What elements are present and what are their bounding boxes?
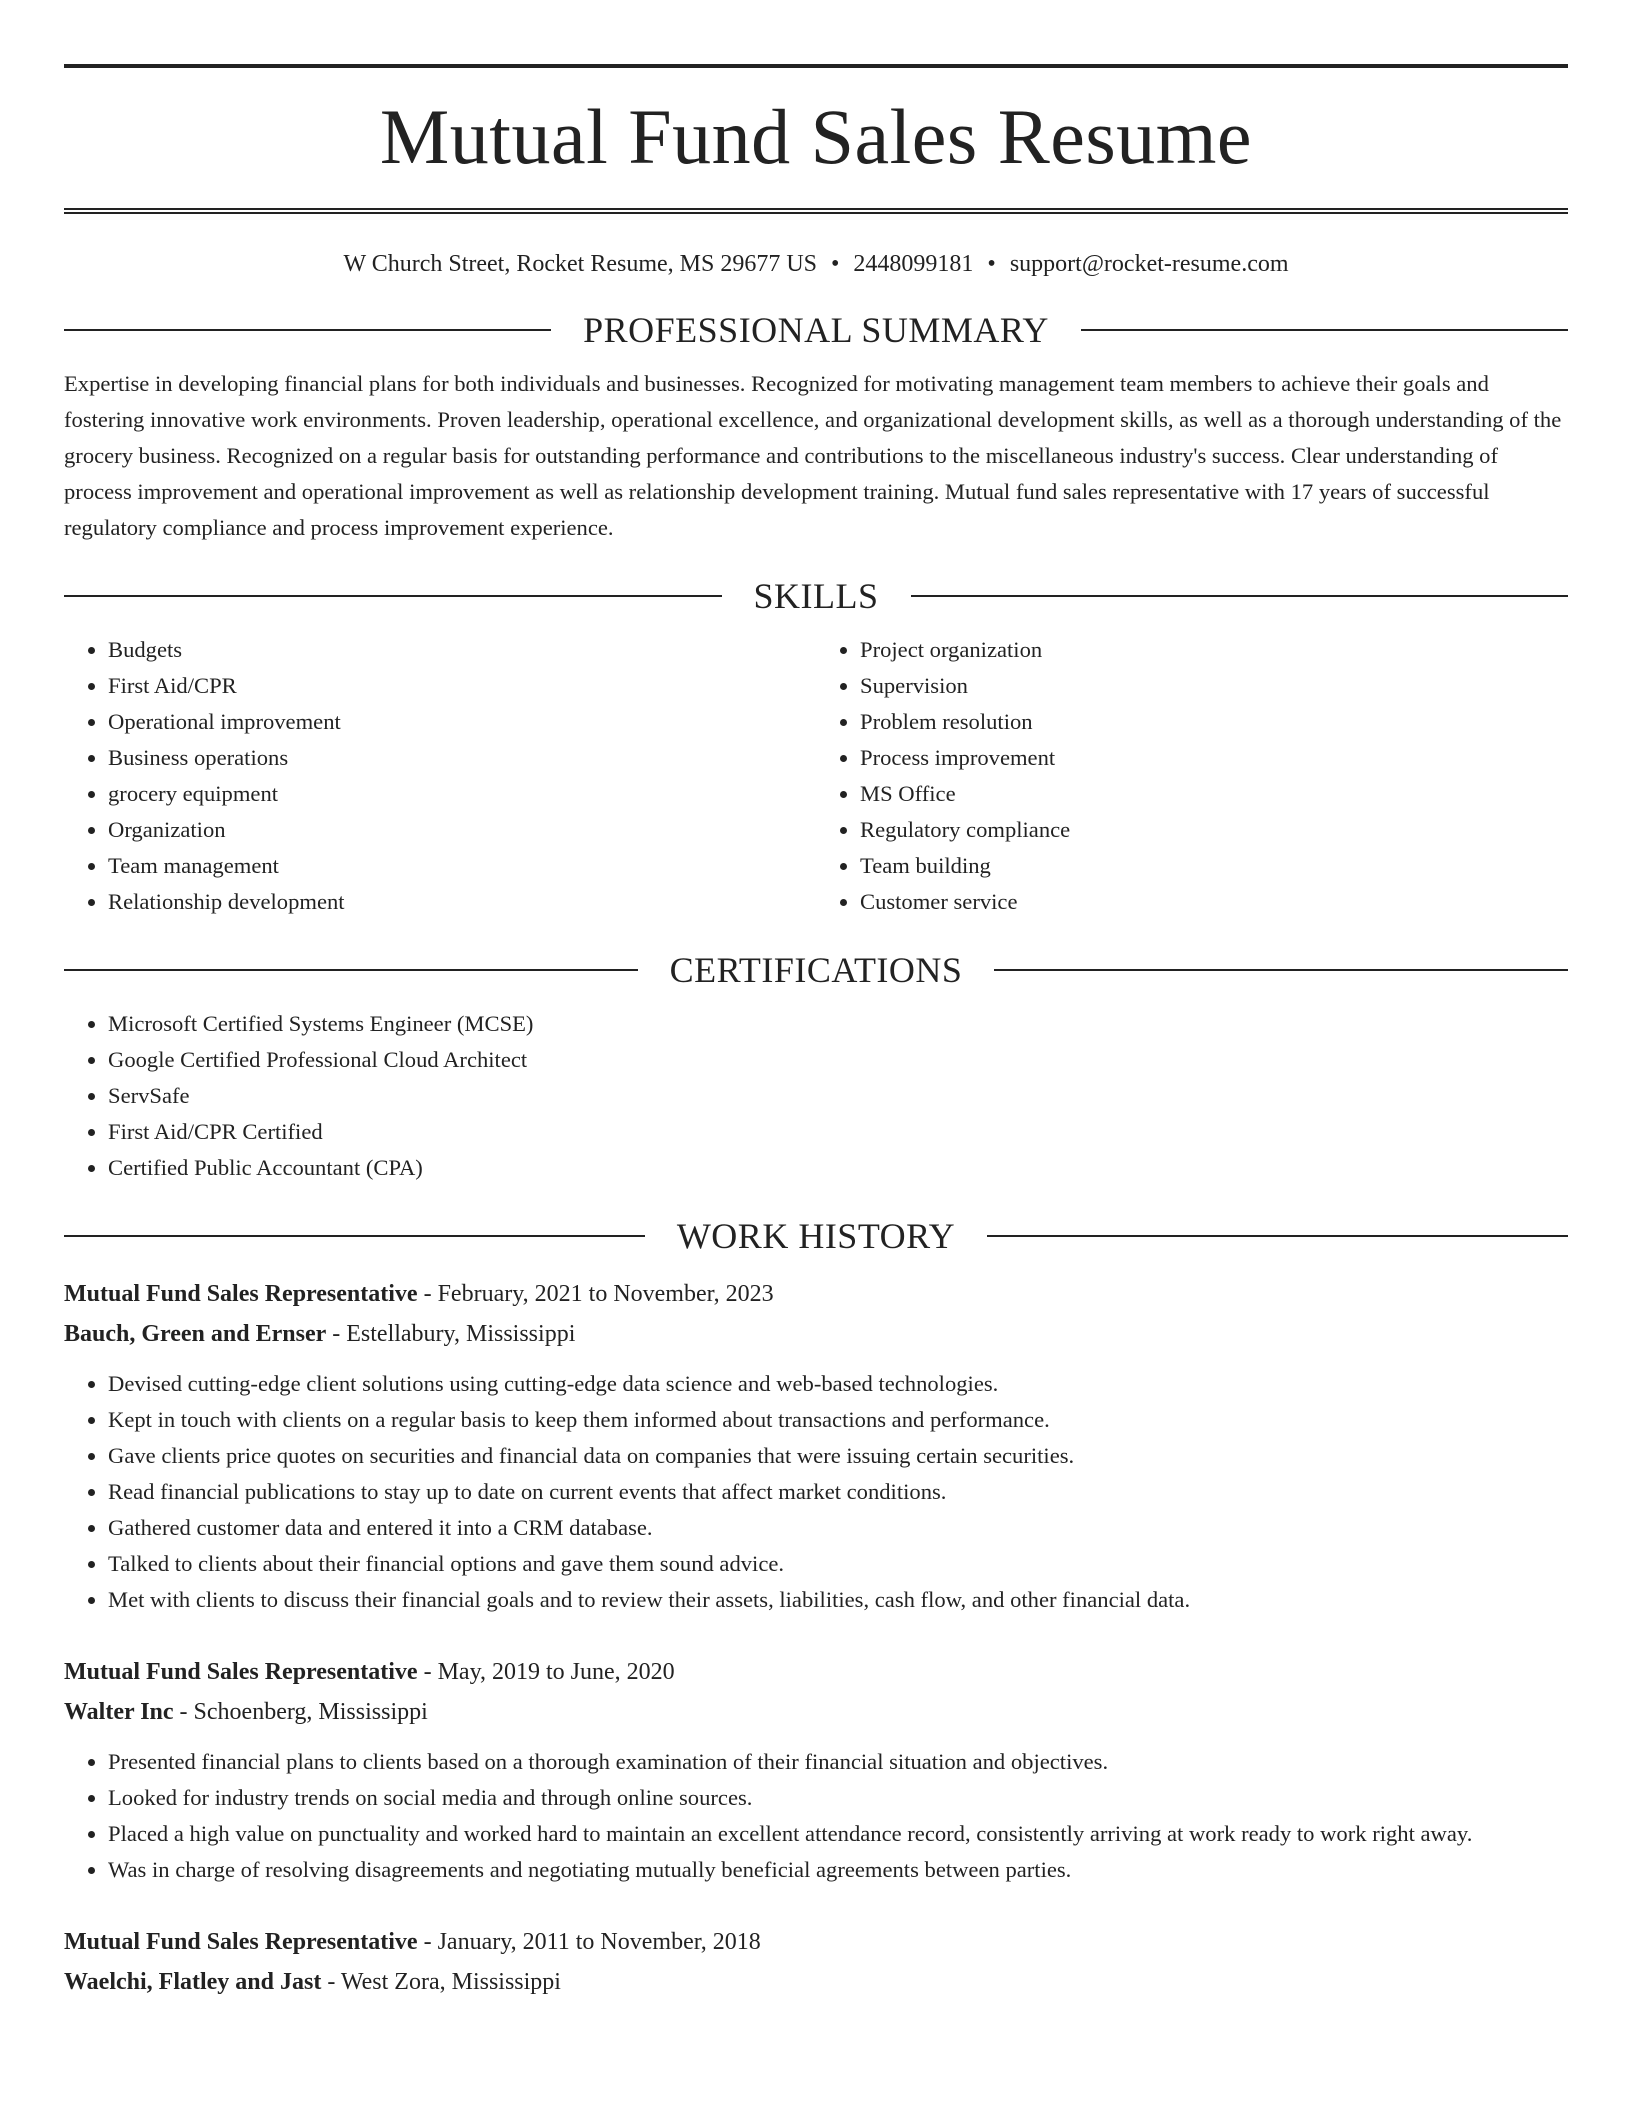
list-item: • Problem resolution: [860, 704, 1568, 740]
list-item: • First Aid/CPR Certified: [108, 1114, 1568, 1150]
contact-line: [64, 248, 1568, 280]
summary-heading: PROFESSIONAL SUMMARY: [583, 310, 1049, 350]
list-item: • Gathered customer data and entered it into a CRM database.: [108, 1510, 1568, 1546]
certifications-section-header: [64, 948, 1568, 992]
list-item: • Read financial publications to stay up to date on current events that affect market conditions.: [108, 1474, 1568, 1510]
job-dates: - May, 2019 to June, 2020: [417, 1659, 675, 1685]
section-rule: [64, 969, 638, 971]
job-company: Bauch, Green and Ernser: [64, 1321, 327, 1347]
job-title-line: [64, 1652, 1568, 1692]
job-dates: - February, 2021 to November, 2023: [417, 1281, 774, 1307]
list-item: • Operational improvement: [108, 704, 816, 740]
certifications-heading: CERTIFICATIONS: [669, 950, 963, 990]
job-title: Mutual Fund Sales Representative: [64, 1659, 418, 1685]
job-title: Mutual Fund Sales Representative: [64, 1281, 418, 1307]
list-item: • Devised cutting-edge client solutions using cutting-edge data science and web-based technologies.: [108, 1366, 1568, 1402]
contact-email: support@rocket-resume.com: [1009, 251, 1289, 277]
list-item: • Budgets: [108, 632, 816, 668]
work-history-section-header: [64, 1214, 1568, 1258]
job-entry: [64, 1652, 1568, 1888]
summary-section-header: [64, 308, 1568, 352]
list-item: • Gave clients price quotes on securities and financial data on companies that were issuing certain securities.: [108, 1438, 1568, 1474]
job-location: - West Zora, Mississippi: [321, 1969, 561, 1995]
skills-heading: SKILLS: [753, 576, 879, 616]
work-history-list: [64, 1274, 1568, 2002]
section-rule: [994, 969, 1568, 971]
job-company: Walter Inc: [64, 1699, 174, 1725]
list-item: • Presented financial plans to clients based on a thorough examination of their financial situation and objectives.: [108, 1744, 1568, 1780]
skills-list-right: [816, 632, 1568, 920]
list-item: • Relationship development: [108, 884, 816, 920]
list-item: • Business operations: [108, 740, 816, 776]
contact-address: W Church Street, Rocket Resume, MS 29677 US: [343, 251, 818, 277]
resume-page: [64, 64, 1568, 2002]
list-item: • grocery equipment: [108, 776, 816, 812]
job-company-line: [64, 1314, 1568, 1354]
job-company: Waelchi, Flatley and Jast: [64, 1969, 322, 1995]
list-item: • Placed a high value on punctuality and worked hard to maintain an excellent attendance record, consistently arriving at work ready to work right away.: [108, 1816, 1568, 1852]
job-entry: [64, 1274, 1568, 1618]
section-rule: [64, 329, 551, 331]
title-block: [64, 64, 1568, 214]
list-item: • Team management: [108, 848, 816, 884]
professional-summary-text: Expertise in developing financial plans for both individuals and businesses. Recognized for motivating management team members to achieve their goals and fostering innovative work environments. Proven leadership, operational excellence, and organizational development skills, as well as a thorough understanding of the grocery business. Recognized on a regular basis for outstanding performance and contributions to the miscellaneous industry's success. Clear understanding of process improvement and operational improvement as well as relationship development training. Mutual fund sales representative with 17 years of successful regulatory compliance and process improvement experience.: [64, 371, 1562, 540]
section-rule: [64, 1235, 645, 1237]
list-item: • Regulatory compliance: [860, 812, 1568, 848]
section-rule: [987, 1235, 1568, 1237]
skills-columns: [64, 632, 1568, 920]
list-item: • Looked for industry trends on social media and through online sources.: [108, 1780, 1568, 1816]
skills-section-header: [64, 574, 1568, 618]
list-item: • Was in charge of resolving disagreements and negotiating mutually beneficial agreements between parties.: [108, 1852, 1568, 1888]
job-company-line: [64, 1692, 1568, 1732]
list-item: • Met with clients to discuss their financial goals and to review their assets, liabilities, cash flow, and other financial data.: [108, 1582, 1568, 1618]
job-company-line: [64, 1962, 1568, 2002]
list-item: • Supervision: [860, 668, 1568, 704]
job-dates: - January, 2011 to November, 2018: [417, 1929, 761, 1955]
list-item: • Organization: [108, 812, 816, 848]
job-location: - Estellabury, Mississippi: [326, 1321, 576, 1347]
job-duties-list: [64, 1744, 1568, 1888]
list-item: • Customer service: [860, 884, 1568, 920]
job-duties-list: [64, 1366, 1568, 1618]
section-rule: [64, 595, 722, 597]
job-location: - Schoenberg, Mississippi: [173, 1699, 428, 1725]
contact-phone: 2448099181: [853, 251, 974, 277]
section-rule: [1081, 329, 1568, 331]
section-rule: [911, 595, 1569, 597]
list-item: • Project organization: [860, 632, 1568, 668]
job-title: Mutual Fund Sales Representative: [64, 1929, 418, 1955]
skills-list-left: [64, 632, 816, 920]
job-entry: [64, 1922, 1568, 2002]
list-item: • Kept in touch with clients on a regular basis to keep them informed about transactions and performance.: [108, 1402, 1568, 1438]
certifications-list: [64, 1006, 1568, 1186]
job-title-line: [64, 1274, 1568, 1314]
contact-separator: •: [987, 251, 996, 277]
list-item: • Google Certified Professional Cloud Architect: [108, 1042, 1568, 1078]
contact-separator: •: [831, 251, 840, 277]
work-history-heading: WORK HISTORY: [676, 1216, 956, 1256]
list-item: • ServSafe: [108, 1078, 1568, 1114]
list-item: • Microsoft Certified Systems Engineer (MCSE): [108, 1006, 1568, 1042]
list-item: • MS Office: [860, 776, 1568, 812]
list-item: • Certified Public Accountant (CPA): [108, 1150, 1568, 1186]
list-item: • Team building: [860, 848, 1568, 884]
job-title-line: [64, 1922, 1568, 1962]
list-item: • Process improvement: [860, 740, 1568, 776]
resume-title: Mutual Fund Sales Resume: [379, 93, 1253, 180]
list-item: • Talked to clients about their financial options and gave them sound advice.: [108, 1546, 1568, 1582]
list-item: • First Aid/CPR: [108, 668, 816, 704]
